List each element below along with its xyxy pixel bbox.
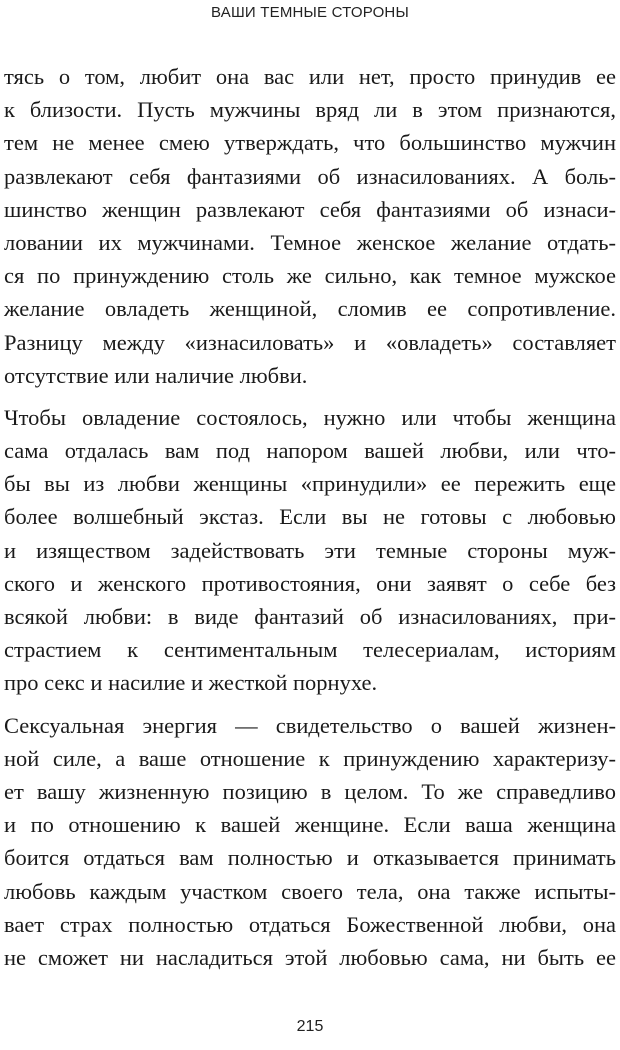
text-line: не сможет ни насладиться этой любовью сама, ни быть ее — [4, 944, 616, 970]
text-line: и по отношению к вашей женщине. Если ваша женщина — [4, 812, 616, 838]
text-line: бы вы из любви женщины «принудили» ее пережить еще — [4, 471, 616, 497]
text-line: боится отдаться вам полностью и отказывается принимать — [4, 845, 616, 871]
text-line: ловании их мужчинами. Темное женское желание отдать- — [4, 229, 616, 255]
text-line: тясь о том, любит она вас или нет, просто принудив ее — [4, 64, 616, 89]
text-line: желание овладеть женщиной, сломив ее сопротивление. — [4, 296, 616, 322]
paragraph-3 — [4, 709, 616, 975]
text-line: и изяществом задействовать эти темные стороны муж- — [4, 537, 616, 563]
text-line: страстием к сентиментальным телесериалам, историям — [4, 637, 616, 663]
text-line: Чтобы овладение состоялось, нужно или чтобы женщина — [4, 404, 616, 430]
text-line: всякой любви: в виде фантазий об изнасилованиях, при- — [4, 604, 616, 629]
text-line: к близости. Пусть мужчины вряд ли в этом признаются, — [4, 97, 616, 123]
text-line: более волшебный экстаз. Если вы не готовы с любовью — [4, 504, 616, 530]
text-line: Разницу между «изнасиловать» и «овладеть» составляет — [4, 329, 616, 355]
text-line: любовь каждым участком своего тела, она также испыты- — [4, 878, 616, 904]
paragraph-1 — [4, 60, 616, 392]
text-line: про секс и насилие и жесткой порнухе. — [4, 670, 378, 696]
text-line: ет вашу жизненную позицию в целом. То же справедливо — [4, 778, 616, 804]
text-line: ского и женского противостояния, они заявят о себе без — [4, 570, 616, 596]
text-line: ся по принуждению столь же сильно, как темное мужское — [4, 263, 616, 289]
text-line: развлекают себя фантазиями об изнасилованиях. А боль- — [4, 163, 616, 189]
text-line: сама отдалась вам под напором вашей любви, или что- — [4, 438, 616, 464]
text-line: вает страх полностью отдаться Божественной любви, она — [4, 911, 616, 937]
text-line: Сексуальная энергия — свидетельство о вашей жизнен- — [4, 712, 616, 738]
text-line: шинство женщин развлекают себя фантазиями об изнаси- — [4, 196, 616, 222]
page-number: 215 — [296, 1018, 324, 1035]
paragraph-2 — [4, 401, 616, 700]
body-text — [4, 60, 616, 974]
running-header: ВАШИ ТЕМНЫЕ СТОРОНЫ — [211, 4, 409, 21]
text-line: отсутствие или наличие любви. — [4, 362, 308, 388]
text-line: ной силе, а ваше отношение к принуждению характеризу- — [4, 745, 616, 771]
text-line: тем не менее смею утверждать, что большинство мужчин — [4, 130, 616, 156]
